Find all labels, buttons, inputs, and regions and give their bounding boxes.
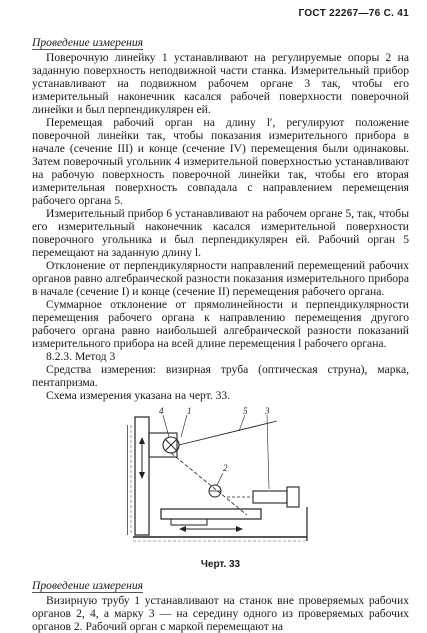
figure-label: 1 [187,407,192,416]
paragraph: Перемещая рабочий орган на длину l′, регулируют положение поверочной линейки так, чтобы показания измерительного прибора в начале (сечение III) и конце (сечение IV) перемещения были одинаковы. Затем поверочный угольник 4 измерительной поверхностью устанавливают на рабочую поверхность поверочной линейки так, чтобы его вторая измерительная поверхность совпадала с направлением перемещения рабочего органа 5. [32,116,409,207]
measurement-section [32,33,409,350]
figure-33 [127,407,327,557]
paragraph: Поверочную линейку 1 устанавливают на регулируемые опоры 2 на заданную поверхность неподвижной части станка. Измерительный прибор устанавливают на подвижном рабочем органе 3 так, чтобы его измерительный наконечник касался рабочей поверхности поверочной линейки и был перпендикулярен ей. [32,51,409,116]
paragraph: Измерительный прибор 6 устанавливают на рабочем органе 5, так, чтобы его измерительный наконечник касался измерительной поверхности поверочного угольника и был перпендикулярен ей. Рабочий орган 5 перемещают на заданную длину l. [32,207,409,259]
measurement-section-2 [32,576,409,633]
method-heading: 8.2.3. Метод 3 [46,350,116,363]
scheme-reference: Схема измерения указана на черт. 33. [46,389,231,402]
figure-label: 2 [223,463,228,473]
paragraph: Отклонение от перпендикулярности направлений перемещений рабочих органов равно алгебраической разности показания измерительного прибора в начале (сечение I) и конце (сечение II) перемещения рабочего органа. [32,259,409,298]
telescope-shape [253,491,287,503]
paragraph: Визирную трубу 1 устанавливают на станок вне проверяемых рабочих органов 2, 4, а марку 3 — на середину одного из проверяемых рабочих органов 2. Рабочий орган с маркой перемещают на [32,594,409,633]
page-header: ГОСТ 22267—76 С. 41 [298,8,409,19]
figure-label: 5 [243,407,248,416]
measurement-tools: Средства измерения: визирная труба (оптическая струна), марка, пентапризма. [32,363,409,389]
figure-drawing [127,407,327,557]
paragraph: Суммарное отклонение от прямолинейности и перпендикулярности перемещения рабочего органа к направлению перемещения другого рабочего органа равно наибольшей алгебраической разности показаний измерительного прибора на всей длине перемещения l рабочего органа. [32,298,409,350]
section-subheading: Проведение измерения [32,579,144,592]
figure-label: 4 [159,407,164,416]
figure-label: 3 [265,407,270,416]
figure-caption: Черт. 33 [200,559,241,570]
section-subheading: Проведение измерения [32,36,144,49]
